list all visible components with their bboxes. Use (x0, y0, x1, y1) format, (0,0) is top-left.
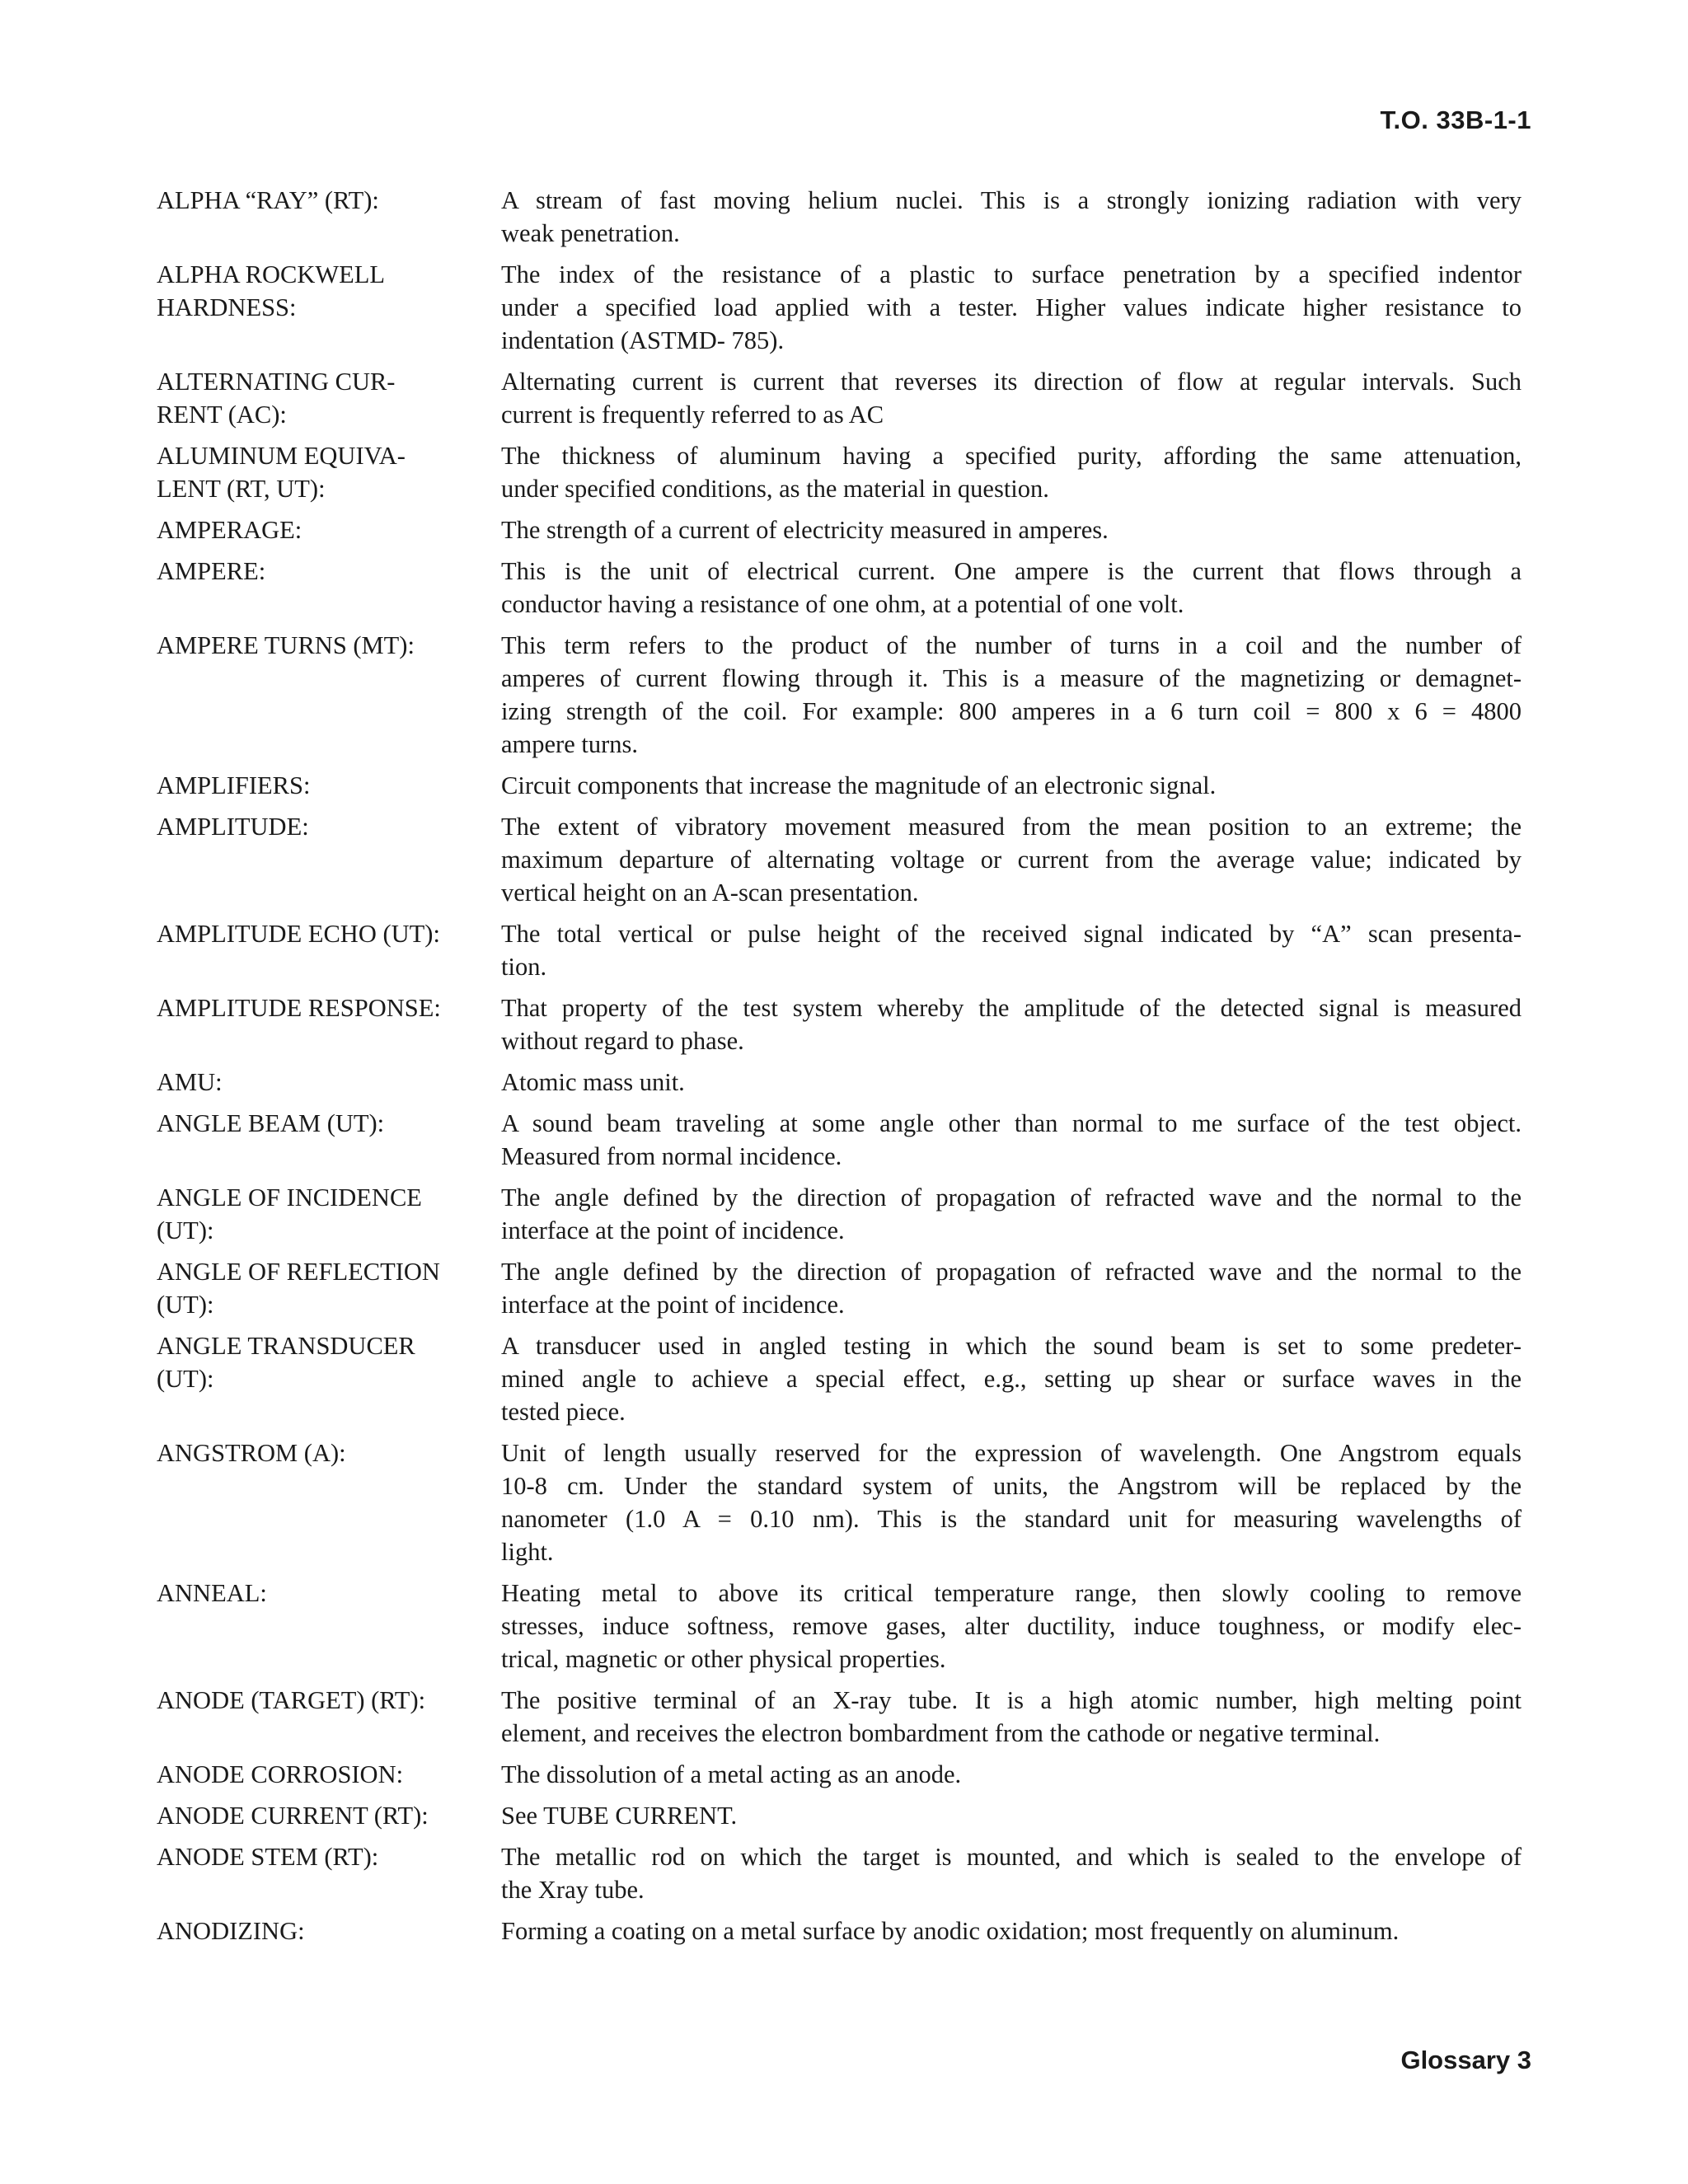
definition-line: conductor having a resistance of one ohm, at a potential of one volt. (501, 590, 1184, 618)
definition-line: tion. (501, 953, 547, 981)
definition-line: light. (501, 1538, 554, 1566)
definition-line: izing strength of the coil. For example: 800 amperes in a 6 turn coil = 800 x 6 = 4800 (501, 697, 1522, 725)
definition-line: indentation (ASTMD- 785). (501, 326, 785, 354)
glossary-definition (501, 439, 1522, 505)
definition-line: The strength of a current of electricity measured in amperes. (501, 516, 1109, 544)
glossary-term (157, 1840, 501, 1906)
glossary-entry (157, 991, 1522, 1057)
glossary-definition (501, 1799, 1522, 1832)
glossary-entry (157, 555, 1522, 621)
term-line: ANODE CURRENT (RT): (157, 1802, 429, 1830)
glossary-definition (501, 365, 1522, 431)
definition-line: interface at the point of incidence. (501, 1216, 845, 1244)
glossary-term (157, 810, 501, 909)
definition-line: The total vertical or pulse height of the received signal indicated by “A” scan presenta- (501, 920, 1522, 948)
definition-line: The index of the resistance of a plastic to surface penetration by a specified indentor (501, 260, 1522, 288)
glossary-definition (501, 1255, 1522, 1321)
glossary-term (157, 1107, 501, 1173)
glossary-entry (157, 1684, 1522, 1750)
glossary-entry (157, 1329, 1522, 1428)
definition-line: element, and receives the electron bombardment from the cathode or negative terminal. (501, 1719, 1381, 1747)
term-line: ANODIZING: (157, 1917, 305, 1945)
glossary-entry (157, 629, 1522, 761)
glossary-definition (501, 1840, 1522, 1906)
glossary-definition (501, 1684, 1522, 1750)
definition-line: Circuit components that increase the magnitude of an electronic signal. (501, 771, 1217, 799)
glossary-term (157, 1255, 501, 1321)
term-line: ANGLE OF INCIDENCE (157, 1183, 422, 1212)
definition-line: amperes of current flowing through it. This is a measure of the magnetizing or demagnet- (501, 664, 1522, 692)
definition-line: A stream of fast moving helium nuclei. This is a strongly ionizing radiation with very (501, 186, 1522, 214)
definition-line: Atomic mass unit. (501, 1068, 685, 1096)
definition-line: under a specified load applied with a tester. Higher values indicate higher resistance to (501, 293, 1522, 321)
glossary-term (157, 555, 501, 621)
term-line: ANODE (TARGET) (RT): (157, 1686, 426, 1714)
definition-line: The dissolution of a metal acting as an anode. (501, 1760, 962, 1788)
definition-line: The positive terminal of an X-ray tube. It is a high atomic number, high melting point (501, 1686, 1522, 1714)
term-line: AMPERAGE: (157, 516, 302, 544)
definition-line: mined angle to achieve a special effect, e.g., setting up shear or surface waves in the (501, 1365, 1522, 1393)
definition-line: trical, magnetic or other physical properties. (501, 1645, 946, 1673)
glossary-entry (157, 1758, 1522, 1791)
glossary-entry (157, 1799, 1522, 1832)
definition-line: maximum departure of alternating voltage or current from the average value; indicated by (501, 846, 1522, 874)
definition-line: Unit of length usually reserved for the expression of wavelength. One Angstrom equals (501, 1439, 1522, 1467)
term-line: ANODE STEM (RT): (157, 1843, 379, 1871)
term-line: AMPLITUDE: (157, 813, 309, 841)
glossary-entry (157, 1181, 1522, 1247)
glossary-term (157, 1436, 501, 1568)
term-line: ANGSTROM (A): (157, 1439, 346, 1467)
glossary-definition (501, 1577, 1522, 1675)
definition-line: Heating metal to above its critical temperature range, then slowly cooling to remove (501, 1579, 1522, 1607)
term-line: AMPLIFIERS: (157, 771, 311, 799)
term-line: ANNEAL: (157, 1579, 267, 1607)
glossary-definition (501, 1181, 1522, 1247)
definition-line: 10-8 cm. Under the standard system of units, the Angstrom will be replaced by the (501, 1472, 1522, 1500)
glossary-definition (501, 991, 1522, 1057)
glossary-term (157, 1181, 501, 1247)
term-line: (UT): (157, 1291, 214, 1319)
glossary-term (157, 365, 501, 431)
glossary-term (157, 1577, 501, 1675)
glossary-entry (157, 365, 1522, 431)
glossary-term (157, 1799, 501, 1832)
glossary-term (157, 769, 501, 802)
definition-line: The extent of vibratory movement measured from the mean position to an extreme; the (501, 813, 1522, 841)
glossary-definition (501, 1329, 1522, 1428)
definition-line: This is the unit of electrical current. One ampere is the current that flows through a (501, 557, 1522, 585)
term-line: ANGLE OF REFLECTION (157, 1258, 440, 1286)
definition-line: That property of the test system whereby the amplitude of the detected signal is measured (501, 994, 1522, 1022)
glossary-term (157, 917, 501, 983)
definition-line: weak penetration. (501, 219, 680, 247)
term-line: ALPHA ROCKWELL (157, 260, 386, 288)
glossary-definition (501, 258, 1522, 357)
glossary-term (157, 258, 501, 357)
glossary-entry (157, 1915, 1522, 1947)
definition-line: The angle defined by the direction of propagation of refracted wave and the normal to the (501, 1258, 1522, 1286)
definition-line: under specified conditions, as the material in question. (501, 475, 1049, 503)
glossary-entry (157, 1436, 1522, 1568)
term-line: ALPHA “RAY” (RT): (157, 186, 379, 214)
definition-line: The thickness of aluminum having a specified purity, affording the same attenuation, (501, 442, 1522, 470)
term-line: AMPERE: (157, 557, 266, 585)
glossary-entry (157, 810, 1522, 909)
glossary-list (157, 184, 1522, 1956)
term-line: (UT): (157, 1365, 214, 1393)
term-line: AMU: (157, 1068, 223, 1096)
glossary-definition (501, 1915, 1522, 1947)
term-line: (UT): (157, 1216, 214, 1244)
definition-line: Measured from normal incidence. (501, 1142, 842, 1170)
glossary-entry (157, 258, 1522, 357)
definition-line: vertical height on an A-scan presentation. (501, 879, 919, 907)
term-line: AMPLITUDE RESPONSE: (157, 994, 441, 1022)
glossary-entry (157, 439, 1522, 505)
glossary-definition (501, 1758, 1522, 1791)
glossary-definition (501, 917, 1522, 983)
definition-line: current is frequently referred to as AC (501, 401, 884, 429)
definition-line: nanometer (1.0 A = 0.10 nm). This is the standard unit for measuring wavelengths of (501, 1505, 1522, 1533)
glossary-term (157, 513, 501, 546)
glossary-term (157, 1329, 501, 1428)
term-line: LENT (RT, UT): (157, 475, 326, 503)
term-line: HARDNESS: (157, 293, 297, 321)
glossary-term (157, 1915, 501, 1947)
glossary-entry (157, 917, 1522, 983)
definition-line: A transducer used in angled testing in which the sound beam is set to some predeter- (501, 1332, 1522, 1360)
definition-line: tested piece. (501, 1398, 626, 1426)
term-line: ANGLE TRANSDUCER (157, 1332, 415, 1360)
definition-line: without regard to phase. (501, 1027, 744, 1055)
glossary-term (157, 1758, 501, 1791)
definition-line: The metallic rod on which the target is mounted, and which is sealed to the envelope of (501, 1843, 1522, 1871)
term-line: RENT (AC): (157, 401, 287, 429)
term-line: AMPERE TURNS (MT): (157, 631, 415, 659)
glossary-entry (157, 184, 1522, 250)
glossary-definition (501, 810, 1522, 909)
glossary-definition (501, 555, 1522, 621)
glossary-definition (501, 769, 1522, 802)
glossary-term (157, 629, 501, 761)
glossary-term (157, 991, 501, 1057)
definition-line: A sound beam traveling at some angle other than normal to me surface of the test object. (501, 1109, 1522, 1137)
glossary-term (157, 1684, 501, 1750)
glossary-entry (157, 513, 1522, 546)
glossary-entry (157, 1577, 1522, 1675)
glossary-entry (157, 1840, 1522, 1906)
term-line: ALTERNATING CUR- (157, 368, 396, 396)
definition-line: interface at the point of incidence. (501, 1291, 845, 1319)
glossary-entry (157, 1107, 1522, 1173)
glossary-definition (501, 1107, 1522, 1173)
definition-line: the Xray tube. (501, 1876, 645, 1904)
glossary-definition (501, 629, 1522, 761)
glossary-entry (157, 1066, 1522, 1099)
term-line: ANGLE BEAM (UT): (157, 1109, 385, 1137)
definition-line: This term refers to the product of the number of turns in a coil and the number of (501, 631, 1522, 659)
glossary-definition (501, 184, 1522, 250)
definition-line: Forming a coating on a metal surface by anodic oxidation; most frequently on aluminum. (501, 1917, 1400, 1945)
term-line: ALUMINUM EQUIVA- (157, 442, 406, 470)
page-number: Glossary 3 (1400, 2046, 1531, 2074)
definition-line: ampere turns. (501, 730, 638, 758)
glossary-term (157, 439, 501, 505)
glossary-definition (501, 1066, 1522, 1099)
glossary-term (157, 1066, 501, 1099)
glossary-definition (501, 1436, 1522, 1568)
glossary-term (157, 184, 501, 250)
definition-line: stresses, induce softness, remove gases, alter ductility, induce toughness, or modify elec- (501, 1612, 1522, 1640)
document-number: T.O. 33B-1-1 (1380, 105, 1531, 134)
glossary-entry (157, 769, 1522, 802)
definition-line: The angle defined by the direction of propagation of refracted wave and the normal to the (501, 1183, 1522, 1212)
glossary-definition (501, 513, 1522, 546)
term-line: AMPLITUDE ECHO (UT): (157, 920, 440, 948)
definition-line: Alternating current is current that reverses its direction of flow at regular intervals. Such (501, 368, 1522, 396)
term-line: ANODE CORROSION: (157, 1760, 404, 1788)
glossary-entry (157, 1255, 1522, 1321)
definition-line: See TUBE CURRENT. (501, 1802, 738, 1830)
